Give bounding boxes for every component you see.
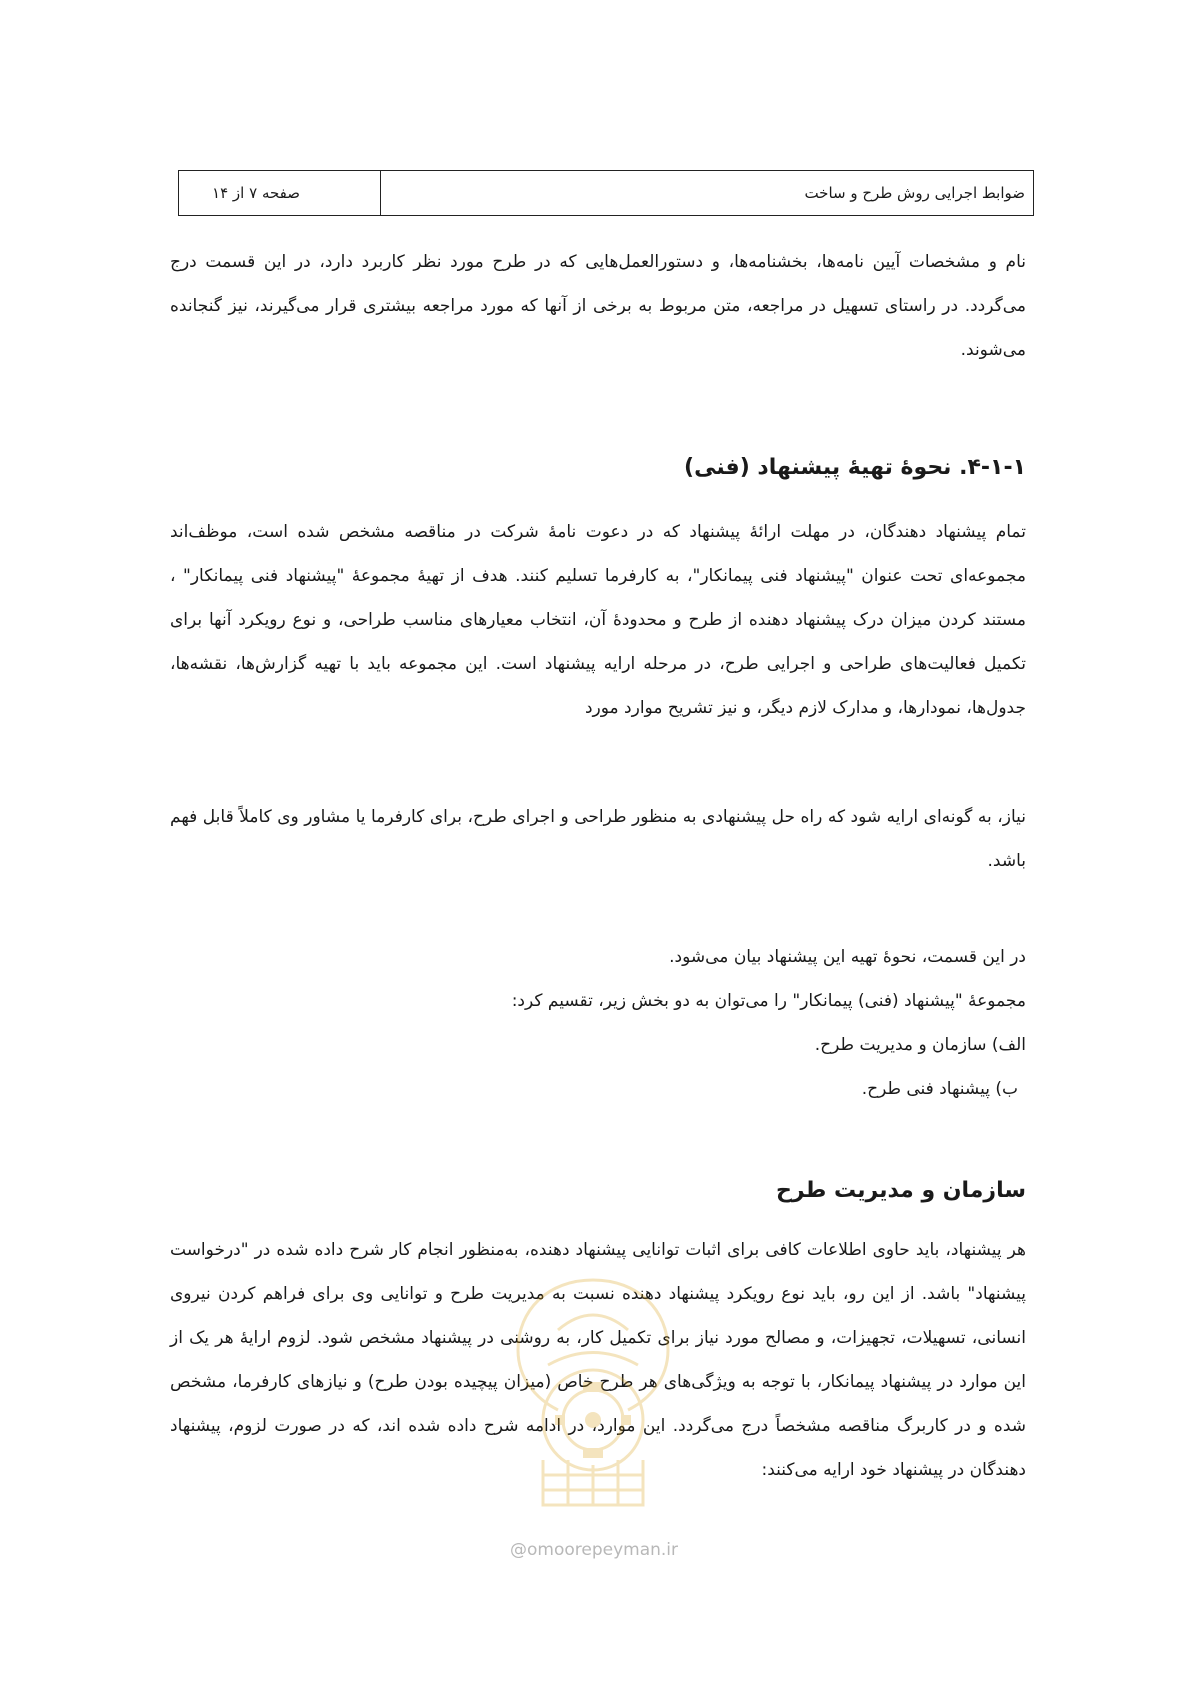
proposal-parts-list: [170, 935, 1026, 1111]
list-line-division: مجموعهٔ "پیشنهاد (فنی) پیمانکار" را می‌توان به دو بخش زیر، تقسیم کرد:: [511, 991, 1026, 1011]
header-table: [178, 170, 1034, 216]
section-heading-proposal: ۴-۱-۱. نحوهٔ تهیهٔ پیشنهاد (فنی): [684, 455, 1026, 480]
list-item-a: الف) سازمان و مدیریت طرح.: [814, 1035, 1026, 1055]
list-line-intro: در این قسمت، نحوهٔ تهیه این پیشنهاد بیان می‌شود.: [669, 947, 1026, 967]
paragraph-regulations: نام و مشخصات آیین نامه‌ها، بخشنامه‌ها، و دستورالعمل‌هایی که در طرح مورد نظر کاربرد دارد، در این قسمت درج می‌گردد. در راستای تسهیل در مراجعه، متن مربوط به برخی از آنها که مورد مراجعه بیشتری قرار می‌گیرند، نیز گنجانده می‌شوند.: [170, 252, 1026, 360]
watermark-text: @omoorepeyman.ir: [509, 1540, 679, 1560]
header-title: ضوابط اجرایی روش طرح و ساخت: [804, 184, 1025, 202]
header-page-number: صفحه ۷ از ۱۴: [179, 171, 381, 215]
section-heading-management: سازمان و مدیریت طرح: [776, 1178, 1026, 1203]
list-item-b: ب) پیشنهاد فنی طرح.: [861, 1079, 1018, 1099]
paragraph-proposal-continuation: نیاز، به گونه‌ای ارایه شود که راه حل پیشنهادی به منظور طراحی و اجرای طرح، برای کارفرما یا مشاور وی کاملاً قابل فهم باشد.: [170, 807, 1026, 871]
paragraph-management: هر پیشنهاد، باید حاوی اطلاعات کافی برای اثبات توانایی پیشنهاد دهنده، به‌منظور انجام کار شرح داده شده در "درخواست پیشنهاد" باشد. از این رو، باید نوع رویکرد پیشنهاد دهنده نسبت به مدیریت طرح و توانایی وی برای فراهم کردن نیروی انسانی، تسهیلات، تجهیزات، و مصالح مورد نیاز برای تکمیل کار، به روشنی در پیشنهاد مشخص شود. لزوم ارایهٔ هر یک از این موارد در پیشنهاد پیمانکار، با توجه به ویژگی‌های هر طرح خاص (میزان پیچیده بودن طرح) و نیازهای کارفرما، مشخص شده و در کاربرگ مناقصه مشخصاً درج می‌گردد. این موارد، در ادامه شرح داده شده اند، که در صورت لزوم، پیشنهاد دهندگان در پیشنهاد خود ارایه می‌کنند:: [170, 1240, 1026, 1480]
paragraph-proposal-intro: تمام پیشنهاد دهندگان، در مهلت ارائهٔ پیشنهاد که در دعوت نامهٔ شرکت در مناقصه مشخص شده است، موظف‌اند مجموعه‌ای تحت عنوان "پیشنهاد فنی پیمانکار"، به کارفرما تسلیم کنند. هدف از تهیهٔ مجموعهٔ "پیشنهاد فنی پیمانکار" ، مستند کردن میزان درک پیشنهاد دهنده از طرح و محدودهٔ آن، انتخاب معیارهای مناسب طراحی، و نوع رویکرد آنها برای تکمیل فعالیت‌های طراحی و اجرایی طرح، در مرحله ارایه پیشنهاد است. این مجموعه باید با تهیه گزارش‌ها، نقشه‌ها، جدول‌ها، نمودارها، و مدارک لازم دیگر، و نیز تشریح موارد مورد: [170, 522, 1026, 718]
